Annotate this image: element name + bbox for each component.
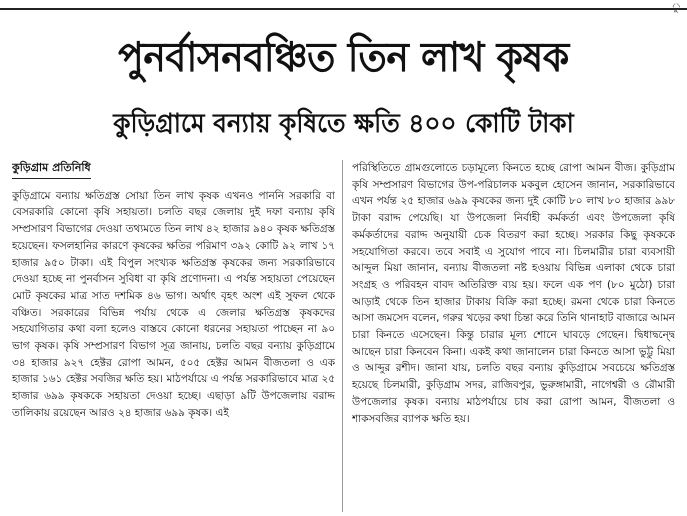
subheadline: কুড়িগ্রামে বন্যায় কৃষিতে ক্ষতি ৪০০ কোটি টাকা — [113, 109, 574, 139]
byline: কুড়িগ্রাম প্রতিনিধি — [12, 160, 91, 179]
right-column-text: পরিস্থিতিতে গ্রামগুলোতে চড়ামূল্যে কিনতে হচ্ছে রোপা আমন বীজ। কুড়িগ্রাম কৃষি সম্প্রসারণ বিভাগের উপ-পরিচালক মকবুল হোসেন জানান, সরকারিভাবে এখন পর্যন্ত ২৫ হাজার ৬৯৯ কৃষকের জন্য দুই কোটি ৮০ লাখ ৮০ হাজার ৯৯৮ টাকা বরাদ্দ পেয়েছি। যা উপজেলা নির্বাহী কর্মকর্তা এবং উপজেলা কৃষি কর্মকর্তাদের বরাদ্দ অনুযায়ী চেক বিতরণ করা হচ্ছে। সরকার কিছু কৃষককে সহযোগিতা করবে। তবে সবাই এ সুযোগ পাবে না। চিলমারীর চারা ব্যবসায়ী আব্দুল মিয়া জানান, বন্যায় বীজতলা নষ্ট হওয়ায় বিভিন্ন এলাকা থেকে চারা সংগ্রহ ও পরিবহন বাবদ অতিরিক্ত ব্যয় হয়। ফলে এক পণ (৮০ মুঠো) চারা আড়াই থেকে তিন হাজার টাকায় বিক্রি করা হচ্ছে। রমনা থেকে চারা কিনতে আসা জমসেদ বলেন, গরুর খড়ের কথা চিন্তা করে তিনি থানাহাট বাজারে আমন চারা কিনতে এসেছেন। কিন্তু চারার মূল্য শোনে ঘাবড়ে গেছেন। দ্বিধাদ্বন্দ্বে আছেন চারা কিনবেন কিনা। একই কথা জানালেন চারা কিনতে আসা ভুট্টু মিয়া ও আব্দুর রশীদ। জানা যায়, চলতি বছর বন্যায় কুড়িগ্রামে সবচেয়ে ক্ষতিগ্রস্ত হয়েছে চিলমারী, কুড়িগ্রাম সদর, রাজিবপুর, ভুরুঙ্গামারী, নাগেশ্বরী ও রৌমারী উপজেলার কৃষক। বন্যায় মাঠপর্যায়ে চাষ করা রোপা আমন, বীজতলা ও শাকসবজির ব্যাপক ক্ষতি হয়। — [352, 162, 675, 425]
left-column — [12, 160, 335, 512]
headline: পুনর্বাসনবঞ্চিত তিন লাখ কৃষক — [118, 33, 569, 81]
left-column-text: কুড়িগ্রামে বন্যায় ক্ষতিগ্রস্ত সোয়া তিন লাখ কৃষক এখনও পাননি সরকারি বা বেসরকারি কোনো কৃষি সহায়তা। চলতি বছর জেলায় দুই দফা বন্যায় কৃষি সম্প্রসারণ বিভাগের দেওয়া তথ্যমতে তিন লাখ ৪২ হাজার ৯৪০ কৃষক ক্ষতিগ্রস্ত হয়েছেন। ফসলহানির কারণে কৃষকের ক্ষতির পরিমাণ ৩৯২ কোটি ৯২ লাখ ১৭ হাজার ৯৫০ টাকা। এই বিপুল সংখ্যক ক্ষতিগ্রস্ত কৃষকের জন্য সরকারিভাবে দেওয়া হচ্ছে না পুনর্বাসন সুবিধা বা কৃষি প্রণোদনা। এ পর্যন্ত সহায়তা পেয়েছেন মোট কৃষকের মাত্র সাত দশমিক ৪৬ ভাগ। অর্থাৎ বৃহৎ অংশ এই সুফল থেকে বঞ্চিত। সরকারের বিভিন্ন পর্যায় থেকে এ জেলার ক্ষতিগ্রস্ত কৃষকদের সহযোগিতার কথা বলা হলেও বাস্তবে কোনো ধরনের সহায়তা পাচ্ছেন না ৯০ ভাগ কৃষক। কৃষি সম্প্রসারণ বিভাগ সূত্র জানায়, চলতি বছর বন্যায় কুড়িগ্রামে ৩৪ হাজার ৯২৭ হেক্টর রোপা আমন, ৫০৫ হেক্টর আমন বীজতলা ও এক হাজার ১৬১ হেক্টর সবজির ক্ষতি হয়। মাঠপর্যায়ে এ পর্যন্ত সরকারিভাবে মাত্র ২৫ হাজার ৬৯৯ কৃষককে সহায়তা দেওয়া হচ্ছে। এছাড়া ৯টি উপজেলায় বরাদ্দ তালিকায় রয়েছেন আরও ২৪ হাজার ৬৯৯ কৃষক। এই — [12, 189, 335, 419]
corner-mark: ু — [671, 2, 681, 13]
top-rule — [0, 8, 687, 10]
column-divider — [342, 160, 343, 512]
right-column — [352, 160, 675, 512]
